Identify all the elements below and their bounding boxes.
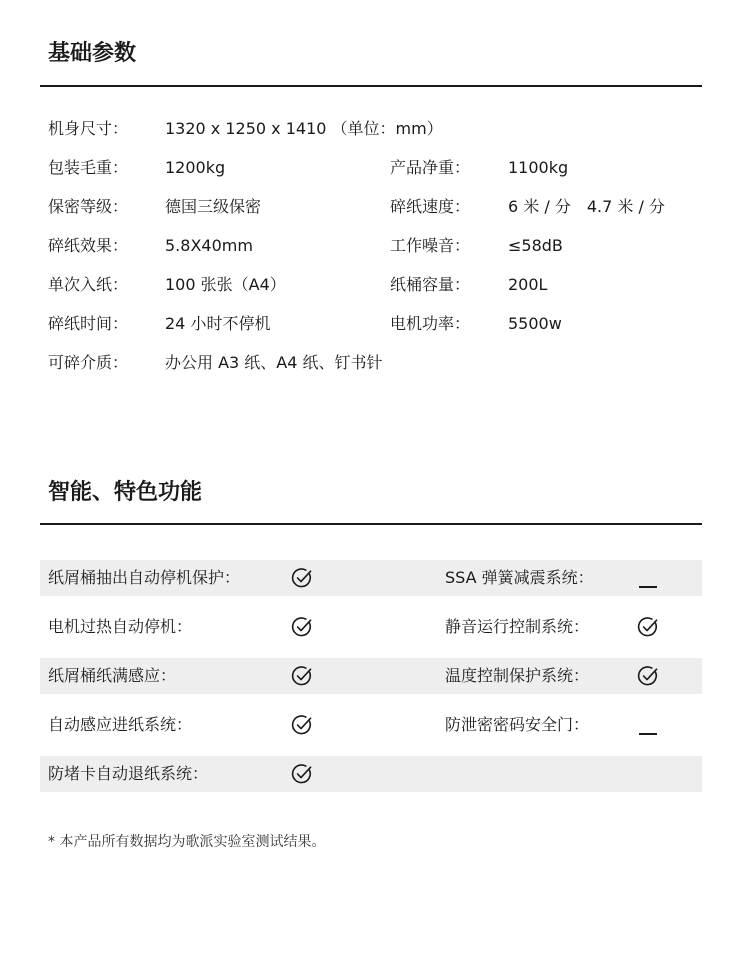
- spec-row: [0, 156, 750, 180]
- spec-row: [0, 117, 750, 141]
- feature-row: [40, 609, 702, 645]
- spec-value: 5500w: [508, 314, 562, 333]
- feature-label: 防堵卡自动退纸系统：: [48, 764, 209, 783]
- spec-label: 纸桶容量：: [390, 275, 471, 294]
- spec-label: 碎纸时间：: [48, 314, 129, 333]
- spec-value: 办公用 A3 纸、A4 纸、钉书针: [165, 353, 383, 372]
- spec-value: 1200kg: [165, 158, 226, 177]
- features-divider: [40, 523, 702, 525]
- spec-label: 电机功率：: [390, 314, 471, 333]
- footnote: * 本产品所有数据均为歌派实验室测试结果。: [48, 834, 326, 850]
- spec-value: 6 米 / 分 4.7 米 / 分: [508, 197, 665, 216]
- spec-label: 单次入纸：: [48, 275, 129, 294]
- spec-label: 机身尺寸：: [48, 119, 129, 138]
- check-circle-icon: [290, 756, 314, 792]
- feature-label: 自动感应进纸系统：: [48, 715, 193, 734]
- spec-value: 5.8X40mm: [165, 236, 253, 255]
- feature-label: SSA 弹簧减震系统：: [445, 568, 594, 587]
- check-circle-icon: [290, 707, 314, 743]
- check-circle-icon: [636, 658, 660, 694]
- feature-label: 纸屑桶纸满感应：: [48, 666, 177, 685]
- feature-label: 防泄密密码安全门：: [445, 715, 590, 734]
- spec-value: 1320 x 1250 x 1410 （单位：mm）: [165, 119, 443, 138]
- spec-row: [0, 312, 750, 336]
- spec-row: [0, 273, 750, 297]
- features-title: 智能、特色功能: [48, 480, 203, 505]
- spec-label: 工作噪音：: [390, 236, 471, 255]
- spec-value: ≤58dB: [508, 236, 563, 255]
- check-circle-icon: [290, 560, 314, 596]
- spec-label: 碎纸效果：: [48, 236, 129, 255]
- spec-label: 碎纸速度：: [390, 197, 471, 216]
- feature-row: [40, 560, 702, 596]
- feature-row: [40, 707, 702, 743]
- feature-label: 温度控制保护系统：: [445, 666, 590, 685]
- basic-params-title: 基础参数: [48, 41, 137, 66]
- dash-icon: [636, 560, 660, 596]
- spec-value: 24 小时不停机: [165, 314, 271, 333]
- check-circle-icon: [636, 609, 660, 645]
- spec-row: [0, 351, 750, 375]
- check-circle-icon: [290, 658, 314, 694]
- spec-value: 100 张张（A4）: [165, 275, 286, 294]
- feature-label: 静音运行控制系统：: [445, 617, 590, 636]
- spec-label: 可碎介质：: [48, 353, 129, 372]
- feature-row: [40, 756, 702, 792]
- feature-label: 电机过热自动停机：: [48, 617, 193, 636]
- feature-label: 纸屑桶抽出自动停机保护：: [48, 568, 241, 587]
- spec-label: 产品净重：: [390, 158, 471, 177]
- spec-label: 保密等级：: [48, 197, 129, 216]
- spec-value: 200L: [508, 275, 548, 294]
- basic-params-divider: [40, 85, 702, 87]
- feature-row: [40, 658, 702, 694]
- spec-row: [0, 234, 750, 258]
- spec-value: 1100kg: [508, 158, 569, 177]
- spec-row: [0, 195, 750, 219]
- dash-icon: [636, 707, 660, 743]
- spec-label: 包装毛重：: [48, 158, 129, 177]
- check-circle-icon: [290, 609, 314, 645]
- spec-value: 德国三级保密: [165, 197, 262, 216]
